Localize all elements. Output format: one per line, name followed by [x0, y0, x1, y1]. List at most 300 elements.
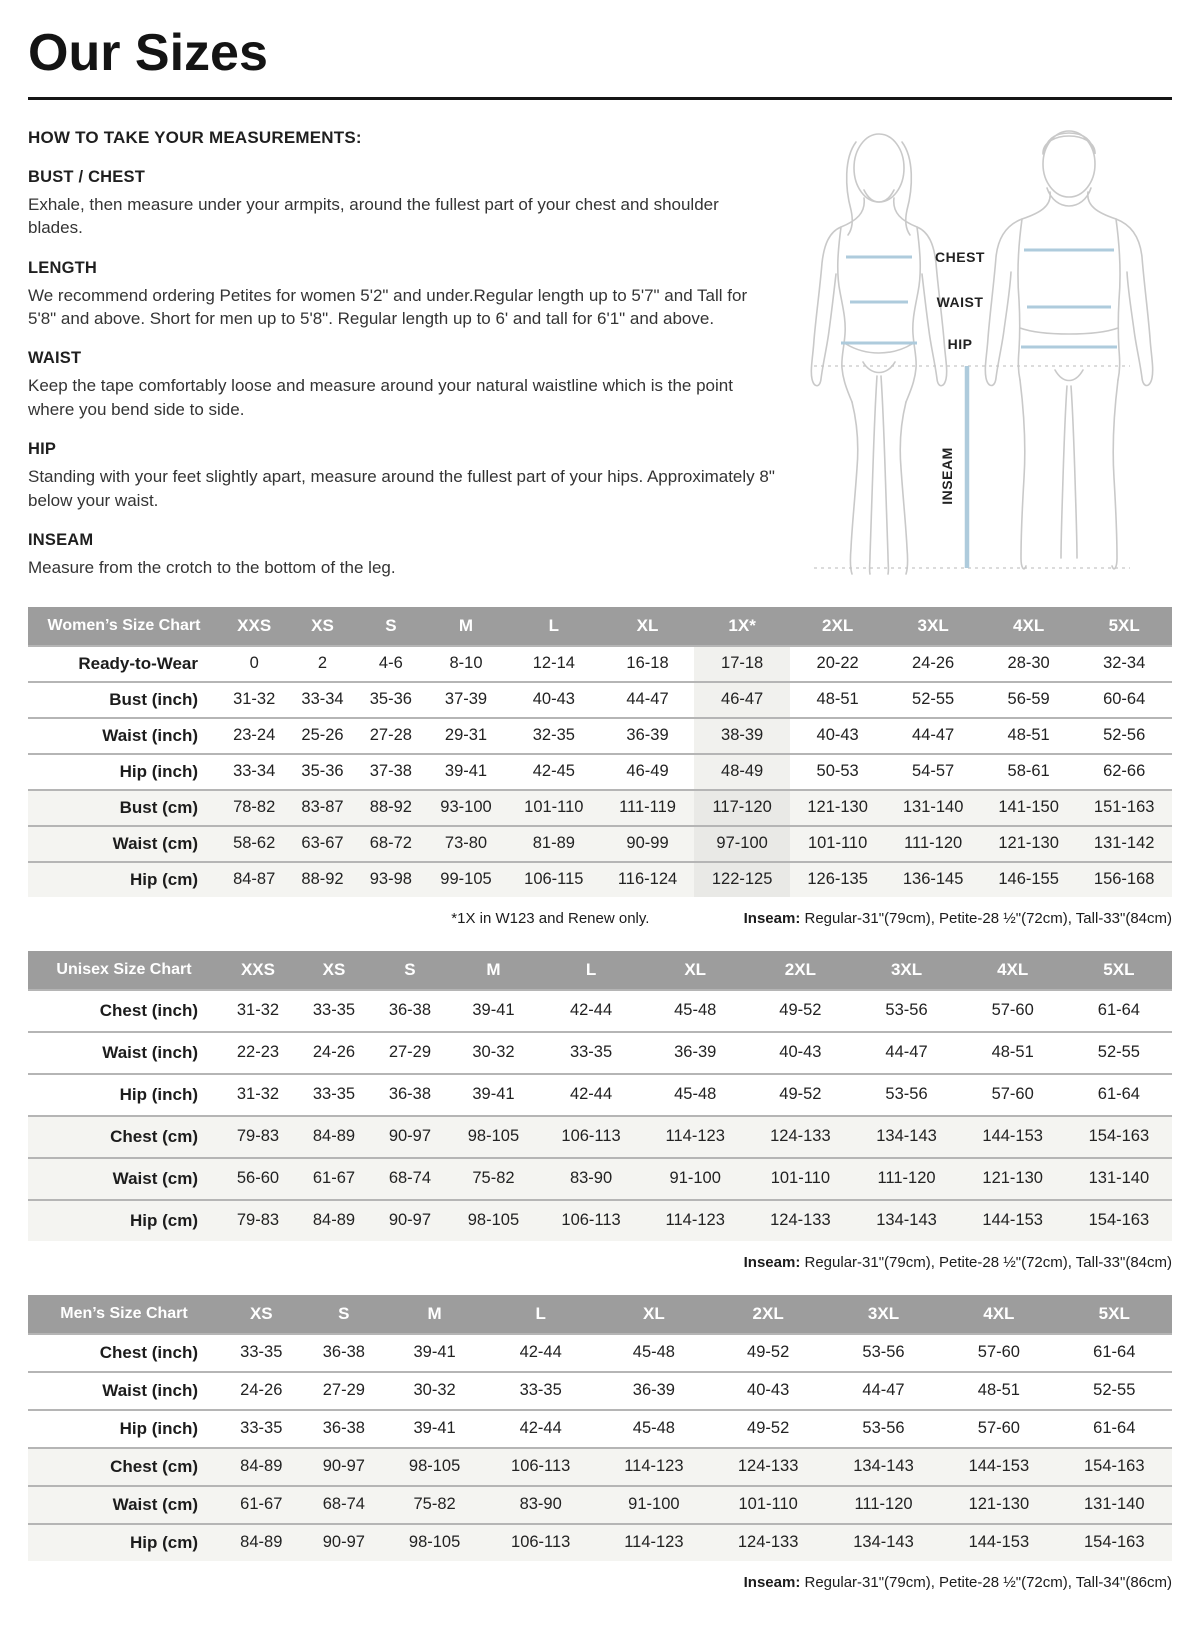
size-cell: 154-163 [1083, 1533, 1145, 1552]
table-title: Unisex Size Chart [28, 951, 220, 990]
size-cell: 36-39 [674, 1043, 717, 1062]
section-hip [28, 440, 776, 512]
size-cell: 134-143 [853, 1533, 914, 1552]
size-cell: 49-52 [747, 1343, 790, 1362]
size-cell: 98-105 [408, 1457, 461, 1476]
footnote-inseam-text: Regular-31"(79cm), Petite-28 ½"(72cm), Tall-33"(84cm) [800, 1253, 1172, 1271]
column-header: 5XL [1076, 607, 1172, 646]
size-cell: 154-163 [1083, 1457, 1145, 1476]
size-cell: 79-83 [236, 1127, 280, 1146]
size-cell: 84-87 [233, 870, 276, 889]
size-cell: 131-140 [1083, 1495, 1145, 1514]
size-cell: 16-18 [626, 654, 669, 673]
size-cell: 131-142 [1093, 834, 1155, 853]
size-cell: 17-18 [694, 646, 790, 682]
section-body: Keep the tape comfortably loose and measure around your natural waistline which is the point where you bend side to side. [28, 376, 733, 419]
size-cell: 31-32 [236, 1001, 280, 1020]
footnote-asterisk-note: *1X in W123 and Renew only. [451, 909, 650, 927]
size-cell: 29-31 [444, 726, 488, 745]
size-cell: 40-43 [747, 1381, 790, 1400]
measurements-and-diagram [28, 120, 1172, 599]
size-cell: 40-43 [779, 1043, 822, 1062]
size-cell: 57-60 [991, 1085, 1034, 1104]
waist-line-label: WAIST [936, 293, 984, 310]
size-cell: 122-125 [694, 862, 790, 897]
size-cell: 144-153 [982, 1127, 1043, 1146]
row-label: Hip (inch) [119, 761, 198, 781]
column-header: S [372, 951, 448, 990]
table-title: Men’s Size Chart [28, 1295, 220, 1334]
size-cell: 48-51 [816, 690, 859, 709]
row-label: Hip (cm) [130, 1532, 198, 1552]
measurement-diagram [776, 120, 1172, 586]
column-header: 2XL [710, 1295, 825, 1334]
how-to-heading: HOW TO TAKE YOUR MEASUREMENTS: [28, 127, 362, 147]
size-cell: 48-51 [977, 1381, 1020, 1400]
size-cell: 101-110 [807, 834, 868, 853]
column-header: 3XL [853, 951, 959, 990]
size-cell: 33-35 [519, 1381, 562, 1400]
size-cell: 58-61 [1007, 762, 1050, 781]
section-heading: WAIST [28, 349, 82, 368]
table-row [28, 1032, 1172, 1074]
size-chart-tables [28, 607, 1172, 1591]
size-cell: 49-52 [779, 1001, 822, 1020]
size-cell: 45-48 [632, 1343, 675, 1362]
column-header: S [357, 607, 425, 646]
size-cell: 12-14 [532, 654, 575, 673]
section-body: Standing with your feet slightly apart, measure around the fullest part of your hips. Approximately 8" below your waist. [28, 467, 775, 510]
size-cell: 45-48 [674, 1085, 717, 1104]
size-cell: 24-26 [240, 1381, 283, 1400]
column-header: L [507, 607, 601, 646]
size-cell: 121-130 [982, 1169, 1043, 1188]
footnote-inseam-text: Regular-31"(79cm), Petite-28 ½"(72cm), Tall-33"(84cm) [800, 909, 1172, 927]
size-cell: 101-110 [770, 1169, 831, 1188]
column-header: 4XL [981, 607, 1077, 646]
column-header: L [539, 951, 643, 990]
size-cell: 131-140 [1088, 1169, 1150, 1188]
column-header: 2XL [790, 607, 886, 646]
column-header: 4XL [941, 1295, 1056, 1334]
column-header: XL [643, 951, 747, 990]
size-cell: 93-98 [369, 870, 412, 889]
size-cell: 61-67 [240, 1495, 283, 1514]
column-header: XL [597, 1295, 710, 1334]
size-cell: 101-110 [524, 798, 584, 817]
column-header: 5XL [1057, 1295, 1172, 1334]
size-cell: 44-47 [626, 690, 669, 709]
size-cell: 39-41 [472, 1001, 515, 1020]
size-cell: 33-35 [240, 1343, 283, 1362]
mens-size-chart-table [28, 1295, 1172, 1561]
row-label: Ready-to-Wear [78, 653, 198, 673]
size-cell: 37-38 [369, 762, 412, 781]
table-row [28, 1486, 1172, 1524]
size-cell: 156-168 [1093, 870, 1155, 889]
table-row [28, 826, 1172, 862]
size-cell: 121-130 [968, 1495, 1030, 1514]
table-row [28, 1200, 1172, 1241]
womens-size-chart-table [28, 607, 1172, 897]
size-cell: 46-49 [626, 762, 669, 781]
size-cell: 106-113 [511, 1457, 571, 1476]
size-cell: 0 [249, 654, 259, 673]
section-heading: INSEAM [28, 531, 94, 550]
size-cell: 83-87 [301, 798, 344, 817]
table-row [28, 1448, 1172, 1486]
size-cell: 114-123 [624, 1533, 684, 1552]
size-cell: 39-41 [413, 1419, 456, 1438]
size-cell: 117-120 [694, 790, 790, 826]
column-header: XL [601, 607, 695, 646]
size-cell: 49-52 [779, 1085, 822, 1104]
size-cell: 98-105 [467, 1211, 520, 1230]
column-header: 4XL [960, 951, 1066, 990]
size-cell: 124-133 [737, 1533, 799, 1552]
row-label: Chest (cm) [110, 1126, 198, 1146]
table-title: Women’s Size Chart [28, 607, 220, 646]
row-label: Waist (inch) [102, 725, 198, 745]
size-cell: 33-35 [240, 1419, 283, 1438]
column-header: XXS [220, 607, 288, 646]
section-body: Exhale, then measure under your armpits, around the fullest part of your chest and shoulder blades. [28, 194, 719, 238]
row-label: Chest (inch) [99, 1000, 198, 1020]
chest-line-label: CHEST [935, 248, 985, 265]
size-cell: 136-145 [902, 870, 964, 889]
womens-size-chart-footnote [28, 910, 1172, 927]
size-cell: 36-38 [322, 1343, 365, 1362]
size-cell: 61-64 [1093, 1343, 1136, 1362]
size-cell: 36-39 [632, 1381, 675, 1400]
size-cell: 52-56 [1103, 726, 1146, 745]
size-cell: 23-24 [233, 726, 276, 745]
size-cell: 97-100 [694, 826, 790, 862]
mens-size-chart [28, 1295, 1172, 1591]
size-cell: 90-97 [388, 1127, 432, 1146]
size-cell: 57-60 [991, 1001, 1034, 1020]
size-cell: 90-97 [388, 1211, 432, 1230]
size-cell: 8-10 [449, 654, 483, 673]
size-cell: 33-34 [301, 690, 344, 709]
size-cell: 141-150 [998, 798, 1059, 817]
section-heading: LENGTH [28, 258, 98, 277]
size-cell: 134-143 [853, 1457, 914, 1476]
size-cell: 53-56 [885, 1085, 928, 1104]
size-cell: 37-39 [444, 690, 488, 709]
row-label: Hip (cm) [130, 869, 198, 889]
size-cell: 61-64 [1097, 1085, 1140, 1104]
size-cell: 45-48 [632, 1419, 675, 1438]
page-title: Our Sizes [28, 24, 268, 82]
table-row [28, 1116, 1172, 1158]
measurement-instructions [28, 120, 776, 599]
size-cell: 84-89 [240, 1457, 283, 1476]
row-label: Bust (inch) [109, 689, 198, 709]
column-header: M [448, 951, 539, 990]
footnote-inseam-text: Regular-31"(79cm), Petite-28 ½"(72cm), Tall-34"(86cm) [800, 1573, 1172, 1591]
size-cell: 91-100 [669, 1169, 721, 1188]
inseam-line-label: INSEAM [939, 446, 955, 505]
size-cell: 31-32 [233, 690, 276, 709]
size-cell: 33-35 [312, 1085, 356, 1104]
footnote-inseam-note [744, 1574, 1172, 1591]
table-row [28, 990, 1172, 1032]
column-header: XS [288, 607, 356, 646]
size-cell: 63-67 [301, 834, 344, 853]
size-cell: 106-113 [511, 1533, 571, 1552]
size-cell: 146-155 [998, 870, 1059, 889]
hip-line-label: HIP [947, 335, 973, 352]
size-cell: 52-55 [912, 690, 955, 709]
row-label: Bust (cm) [119, 797, 198, 817]
size-cell: 50-53 [816, 762, 859, 781]
size-cell: 79-83 [236, 1211, 280, 1230]
size-cell: 33-35 [569, 1043, 613, 1062]
size-cell: 116-124 [617, 870, 678, 889]
body-measurement-figure [784, 116, 1164, 586]
size-cell: 42-45 [532, 762, 575, 781]
size-cell: 45-48 [674, 1001, 717, 1020]
row-label: Waist (cm) [112, 1494, 198, 1514]
size-cell: 121-130 [998, 834, 1059, 853]
size-cell: 48-51 [1007, 726, 1050, 745]
footnote-inseam-label: Inseam: [743, 1573, 801, 1591]
size-cell: 38-39 [694, 718, 790, 754]
size-cell: 111-120 [877, 1169, 936, 1188]
column-header: 3XL [826, 1295, 941, 1334]
size-cell: 88-92 [369, 798, 412, 817]
size-cell: 35-36 [369, 690, 412, 709]
size-cell: 84-89 [312, 1127, 356, 1146]
size-cell: 98-105 [408, 1533, 461, 1552]
footnote-inseam-label: Inseam: [743, 909, 801, 927]
footnote-inseam-label: Inseam: [743, 1253, 801, 1271]
size-cell: 35-36 [301, 762, 344, 781]
size-guide-page [0, 26, 1200, 1591]
section-length [28, 259, 776, 331]
size-cell: 106-115 [524, 870, 584, 889]
section-body: Measure from the crotch to the bottom of the leg. [28, 558, 396, 578]
size-cell: 52-55 [1097, 1043, 1140, 1062]
size-cell: 61-67 [312, 1169, 356, 1188]
size-cell: 61-64 [1093, 1419, 1136, 1438]
size-cell: 88-92 [301, 870, 344, 889]
size-cell: 33-34 [233, 762, 276, 781]
size-cell: 114-123 [665, 1127, 725, 1146]
size-cell: 31-32 [236, 1085, 280, 1104]
size-cell: 53-56 [885, 1001, 928, 1020]
size-cell: 84-89 [240, 1533, 283, 1552]
size-cell: 30-32 [413, 1381, 456, 1400]
column-header: M [385, 1295, 484, 1334]
table-row [28, 646, 1172, 682]
table-row [28, 754, 1172, 790]
row-label: Waist (inch) [102, 1380, 198, 1400]
size-cell: 27-28 [369, 726, 412, 745]
size-cell: 39-41 [472, 1085, 515, 1104]
size-cell: 25-26 [301, 726, 344, 745]
row-label: Chest (inch) [99, 1342, 198, 1362]
table-row [28, 1524, 1172, 1561]
size-cell: 36-39 [626, 726, 669, 745]
section-body: We recommend ordering Petites for women 5'2" and under.Regular length up to 5'7" and Tall for 5'8" and above. Short for men up to 5'8". Regular length up to 6' and tall for 6'1" and above. [28, 285, 748, 328]
size-cell: 22-23 [236, 1043, 280, 1062]
size-cell: 40-43 [816, 726, 859, 745]
column-header: 3XL [885, 607, 981, 646]
column-header: XS [220, 1295, 303, 1334]
footnote-inseam-note [744, 910, 1172, 927]
size-cell: 106-113 [561, 1127, 621, 1146]
size-cell: 75-82 [472, 1169, 515, 1188]
size-cell: 39-41 [444, 762, 488, 781]
size-cell: 83-90 [519, 1495, 562, 1514]
size-cell: 27-29 [322, 1381, 365, 1400]
size-cell: 75-82 [413, 1495, 456, 1514]
size-cell: 81-89 [532, 834, 575, 853]
table-row [28, 718, 1172, 754]
size-cell: 24-26 [912, 654, 955, 673]
size-cell: 39-41 [413, 1343, 456, 1362]
size-cell: 44-47 [912, 726, 955, 745]
size-cell: 58-62 [233, 834, 276, 853]
size-cell: 53-56 [862, 1343, 905, 1362]
size-cell: 124-133 [770, 1127, 831, 1146]
unisex-size-chart-footnote [28, 1254, 1172, 1271]
size-cell: 144-153 [982, 1211, 1043, 1230]
row-label: Hip (inch) [119, 1084, 198, 1104]
size-cell: 121-130 [807, 798, 868, 817]
column-header: XS [296, 951, 372, 990]
size-cell: 57-60 [977, 1419, 1020, 1438]
size-cell: 111-120 [854, 1495, 913, 1514]
size-cell: 91-100 [628, 1495, 680, 1514]
size-cell: 68-74 [388, 1169, 432, 1188]
table-row [28, 862, 1172, 897]
size-cell: 28-30 [1007, 654, 1050, 673]
size-cell: 44-47 [862, 1381, 905, 1400]
size-cell: 32-34 [1103, 654, 1146, 673]
table-row [28, 1372, 1172, 1410]
size-cell: 52-55 [1093, 1381, 1136, 1400]
column-header: M [425, 607, 507, 646]
column-header: 5XL [1066, 951, 1172, 990]
size-cell: 56-60 [236, 1169, 280, 1188]
row-label: Waist (cm) [112, 1168, 198, 1188]
size-cell: 68-74 [322, 1495, 365, 1514]
column-header: L [484, 1295, 597, 1334]
size-cell: 154-163 [1088, 1127, 1150, 1146]
row-label: Chest (cm) [110, 1456, 198, 1476]
size-cell: 46-47 [694, 682, 790, 718]
size-cell: 114-123 [665, 1211, 725, 1230]
size-cell: 24-26 [312, 1043, 356, 1062]
row-label: Waist (cm) [112, 833, 198, 853]
column-header: S [303, 1295, 386, 1334]
footnote-inseam-note [744, 1254, 1172, 1271]
size-cell: 124-133 [770, 1211, 831, 1230]
size-cell: 33-35 [312, 1001, 356, 1020]
size-cell: 36-38 [388, 1001, 432, 1020]
table-row [28, 1074, 1172, 1116]
section-inseam [28, 531, 776, 579]
column-header: 2XL [747, 951, 853, 990]
table-row [28, 1158, 1172, 1200]
size-cell: 56-59 [1007, 690, 1050, 709]
size-cell: 131-140 [902, 798, 964, 817]
size-cell: 48-49 [694, 754, 790, 790]
size-cell: 54-57 [912, 762, 955, 781]
size-cell: 90-97 [322, 1533, 365, 1552]
table-row [28, 790, 1172, 826]
size-cell: 114-123 [624, 1457, 684, 1476]
size-cell: 49-52 [747, 1419, 790, 1438]
size-cell: 44-47 [885, 1043, 928, 1062]
size-cell: 144-153 [968, 1533, 1030, 1552]
size-cell: 4-6 [378, 654, 403, 673]
size-cell: 2 [317, 654, 328, 673]
column-header: XXS [220, 951, 296, 990]
size-cell: 144-153 [968, 1457, 1030, 1476]
mens-size-chart-footnote [28, 1574, 1172, 1591]
size-cell: 53-56 [862, 1419, 905, 1438]
size-cell: 126-135 [807, 870, 868, 889]
size-cell: 42-44 [519, 1419, 562, 1438]
size-cell: 68-72 [369, 834, 412, 853]
size-cell: 30-32 [472, 1043, 515, 1062]
woman-figure [811, 134, 946, 574]
size-cell: 48-51 [991, 1043, 1034, 1062]
row-label: Hip (inch) [119, 1418, 198, 1438]
size-cell: 32-35 [532, 726, 575, 745]
size-cell: 151-163 [1093, 798, 1155, 817]
man-figure [985, 131, 1152, 569]
size-cell: 111-119 [619, 798, 676, 817]
size-cell: 73-80 [444, 834, 488, 853]
table-row [28, 682, 1172, 718]
size-cell: 83-90 [569, 1169, 613, 1188]
size-cell: 134-143 [876, 1127, 937, 1146]
size-cell: 40-43 [532, 690, 575, 709]
unisex-size-chart-table [28, 951, 1172, 1241]
size-cell: 42-44 [569, 1085, 613, 1104]
unisex-size-chart [28, 951, 1172, 1271]
size-cell: 101-110 [738, 1495, 798, 1514]
title-divider [28, 97, 1172, 100]
size-cell: 90-99 [626, 834, 669, 853]
size-cell: 99-105 [440, 870, 492, 889]
size-cell: 60-64 [1103, 690, 1146, 709]
size-cell: 93-100 [440, 798, 492, 817]
size-cell: 154-163 [1088, 1211, 1150, 1230]
size-cell: 98-105 [467, 1127, 520, 1146]
size-cell: 61-64 [1097, 1001, 1140, 1020]
section-heading: HIP [28, 440, 57, 459]
size-cell: 36-38 [322, 1419, 365, 1438]
table-row [28, 1410, 1172, 1448]
row-label: Waist (inch) [102, 1042, 198, 1062]
size-cell: 57-60 [977, 1343, 1020, 1362]
size-cell: 84-89 [312, 1211, 356, 1230]
size-cell: 36-38 [388, 1085, 432, 1104]
size-cell: 42-44 [519, 1343, 562, 1362]
size-cell: 111-120 [904, 834, 963, 853]
size-cell: 42-44 [569, 1001, 613, 1020]
size-cell: 134-143 [876, 1211, 937, 1230]
size-cell: 106-113 [561, 1211, 621, 1230]
section-heading: BUST / CHEST [28, 167, 145, 186]
table-row [28, 1334, 1172, 1372]
